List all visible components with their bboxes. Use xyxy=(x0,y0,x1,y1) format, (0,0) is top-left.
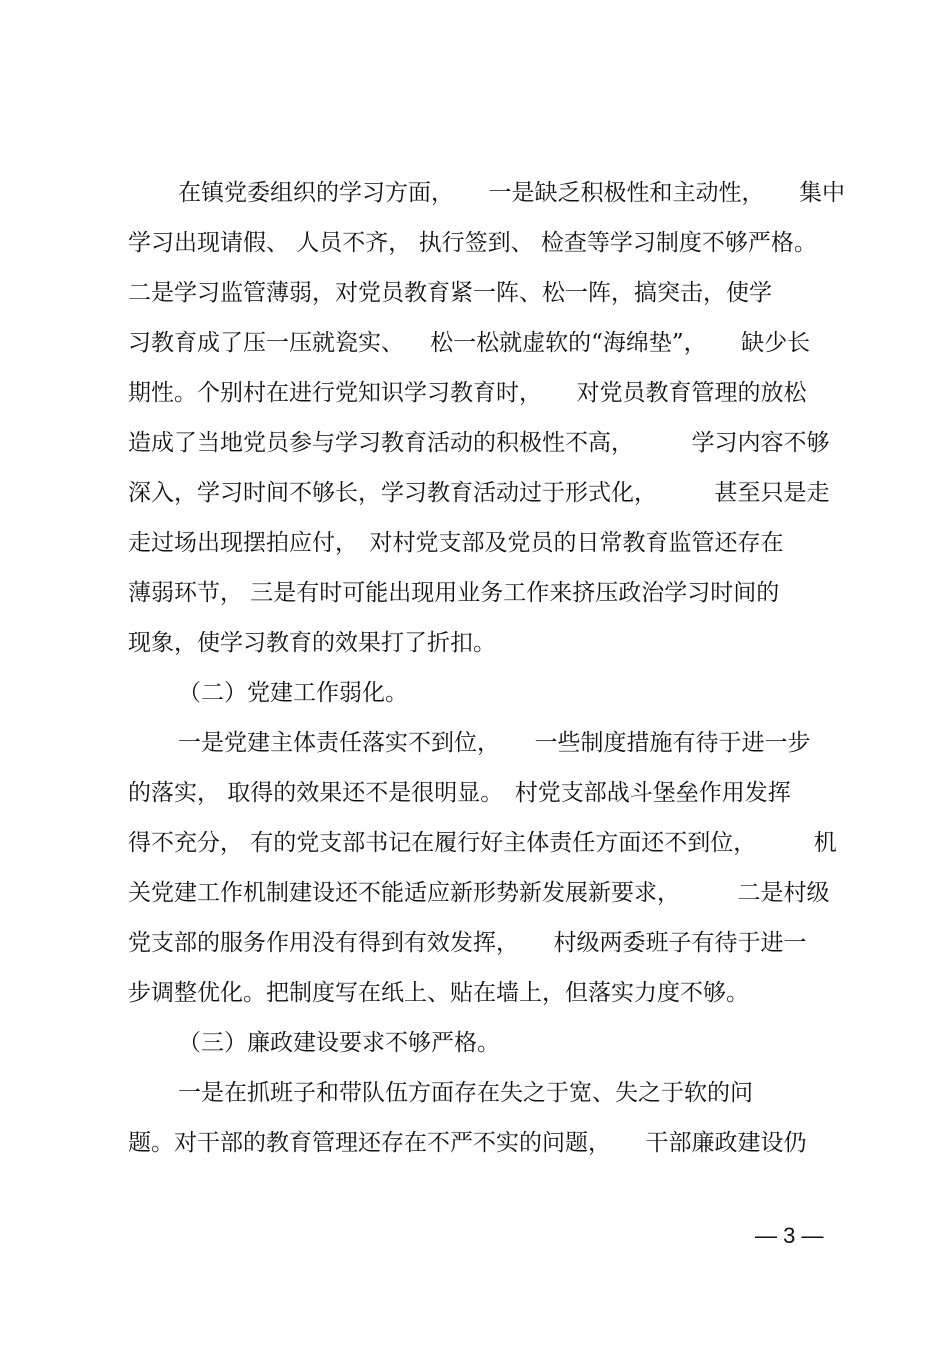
text-line: 步调整优化。把制度写在纸上、贴在墙上，但落实力度不够。 xyxy=(128,980,749,1006)
text-line: 党支部的服务作用没有得到有效发挥， 村级两委班子有待于进一 xyxy=(128,930,807,956)
text-line: 关党建工作机制建设还不能适应新形势新发展新要求， 二是村级 xyxy=(128,880,830,906)
text-line: 一是党建主体责任落实不到位， 一些制度措施有待于进一步 xyxy=(178,730,811,756)
section-heading: （三）廉政建设要求不够严格。 xyxy=(178,1030,500,1056)
text-line: 深入，学习时间不够长，学习教育活动过于形式化， 甚至只是走 xyxy=(128,480,830,506)
text-line: 造成了当地党员参与学习教育活动的积极性不高， 学习内容不够 xyxy=(128,430,830,456)
text-line: 走过场出现摆拍应付， 对村党支部及党员的日常教育监管还存在 xyxy=(128,530,784,556)
text-line: 一是在抓班子和带队伍方面存在失之于宽、失之于软的问 xyxy=(178,1080,753,1106)
text-line: 得不充分， 有的党支部书记在履行好主体责任方面还不到位， 机 xyxy=(128,830,837,856)
text-line: 的落实， 取得的效果还不是很明显。 村党支部战斗堡垒作用发挥 xyxy=(128,780,791,806)
page-number: — 3 — xyxy=(755,1223,824,1248)
section-heading: （二）党建工作弱化。 xyxy=(178,680,408,706)
text-line: 期性。个别村在进行党知识学习教育时， 对党员教育管理的放松 xyxy=(128,380,807,406)
text-line: 学习出现请假、 人员不齐， 执行签到、 检查等学习制度不够严格。 xyxy=(128,230,817,256)
text-line: 薄弱环节， 三是有时可能出现用业务工作来挤压政治学习时间的 xyxy=(128,580,780,606)
text-line: 二是学习监管薄弱，对党员教育紧一阵、松一阵，搞突击，使学 xyxy=(128,280,772,306)
text-line: 题。对干部的教育管理还存在不严不实的问题， 干部廉政建设仍 xyxy=(128,1130,807,1156)
text-line: 现象，使学习教育的效果打了折扣。 xyxy=(128,630,496,656)
text-line: 在镇党委组织的学习方面， 一是缺乏积极性和主动性， 集中 xyxy=(178,180,845,206)
text-line: 习教育成了压一压就瓷实、 松一松就虚软的“海绵垫”， 缺少长 xyxy=(128,330,811,356)
